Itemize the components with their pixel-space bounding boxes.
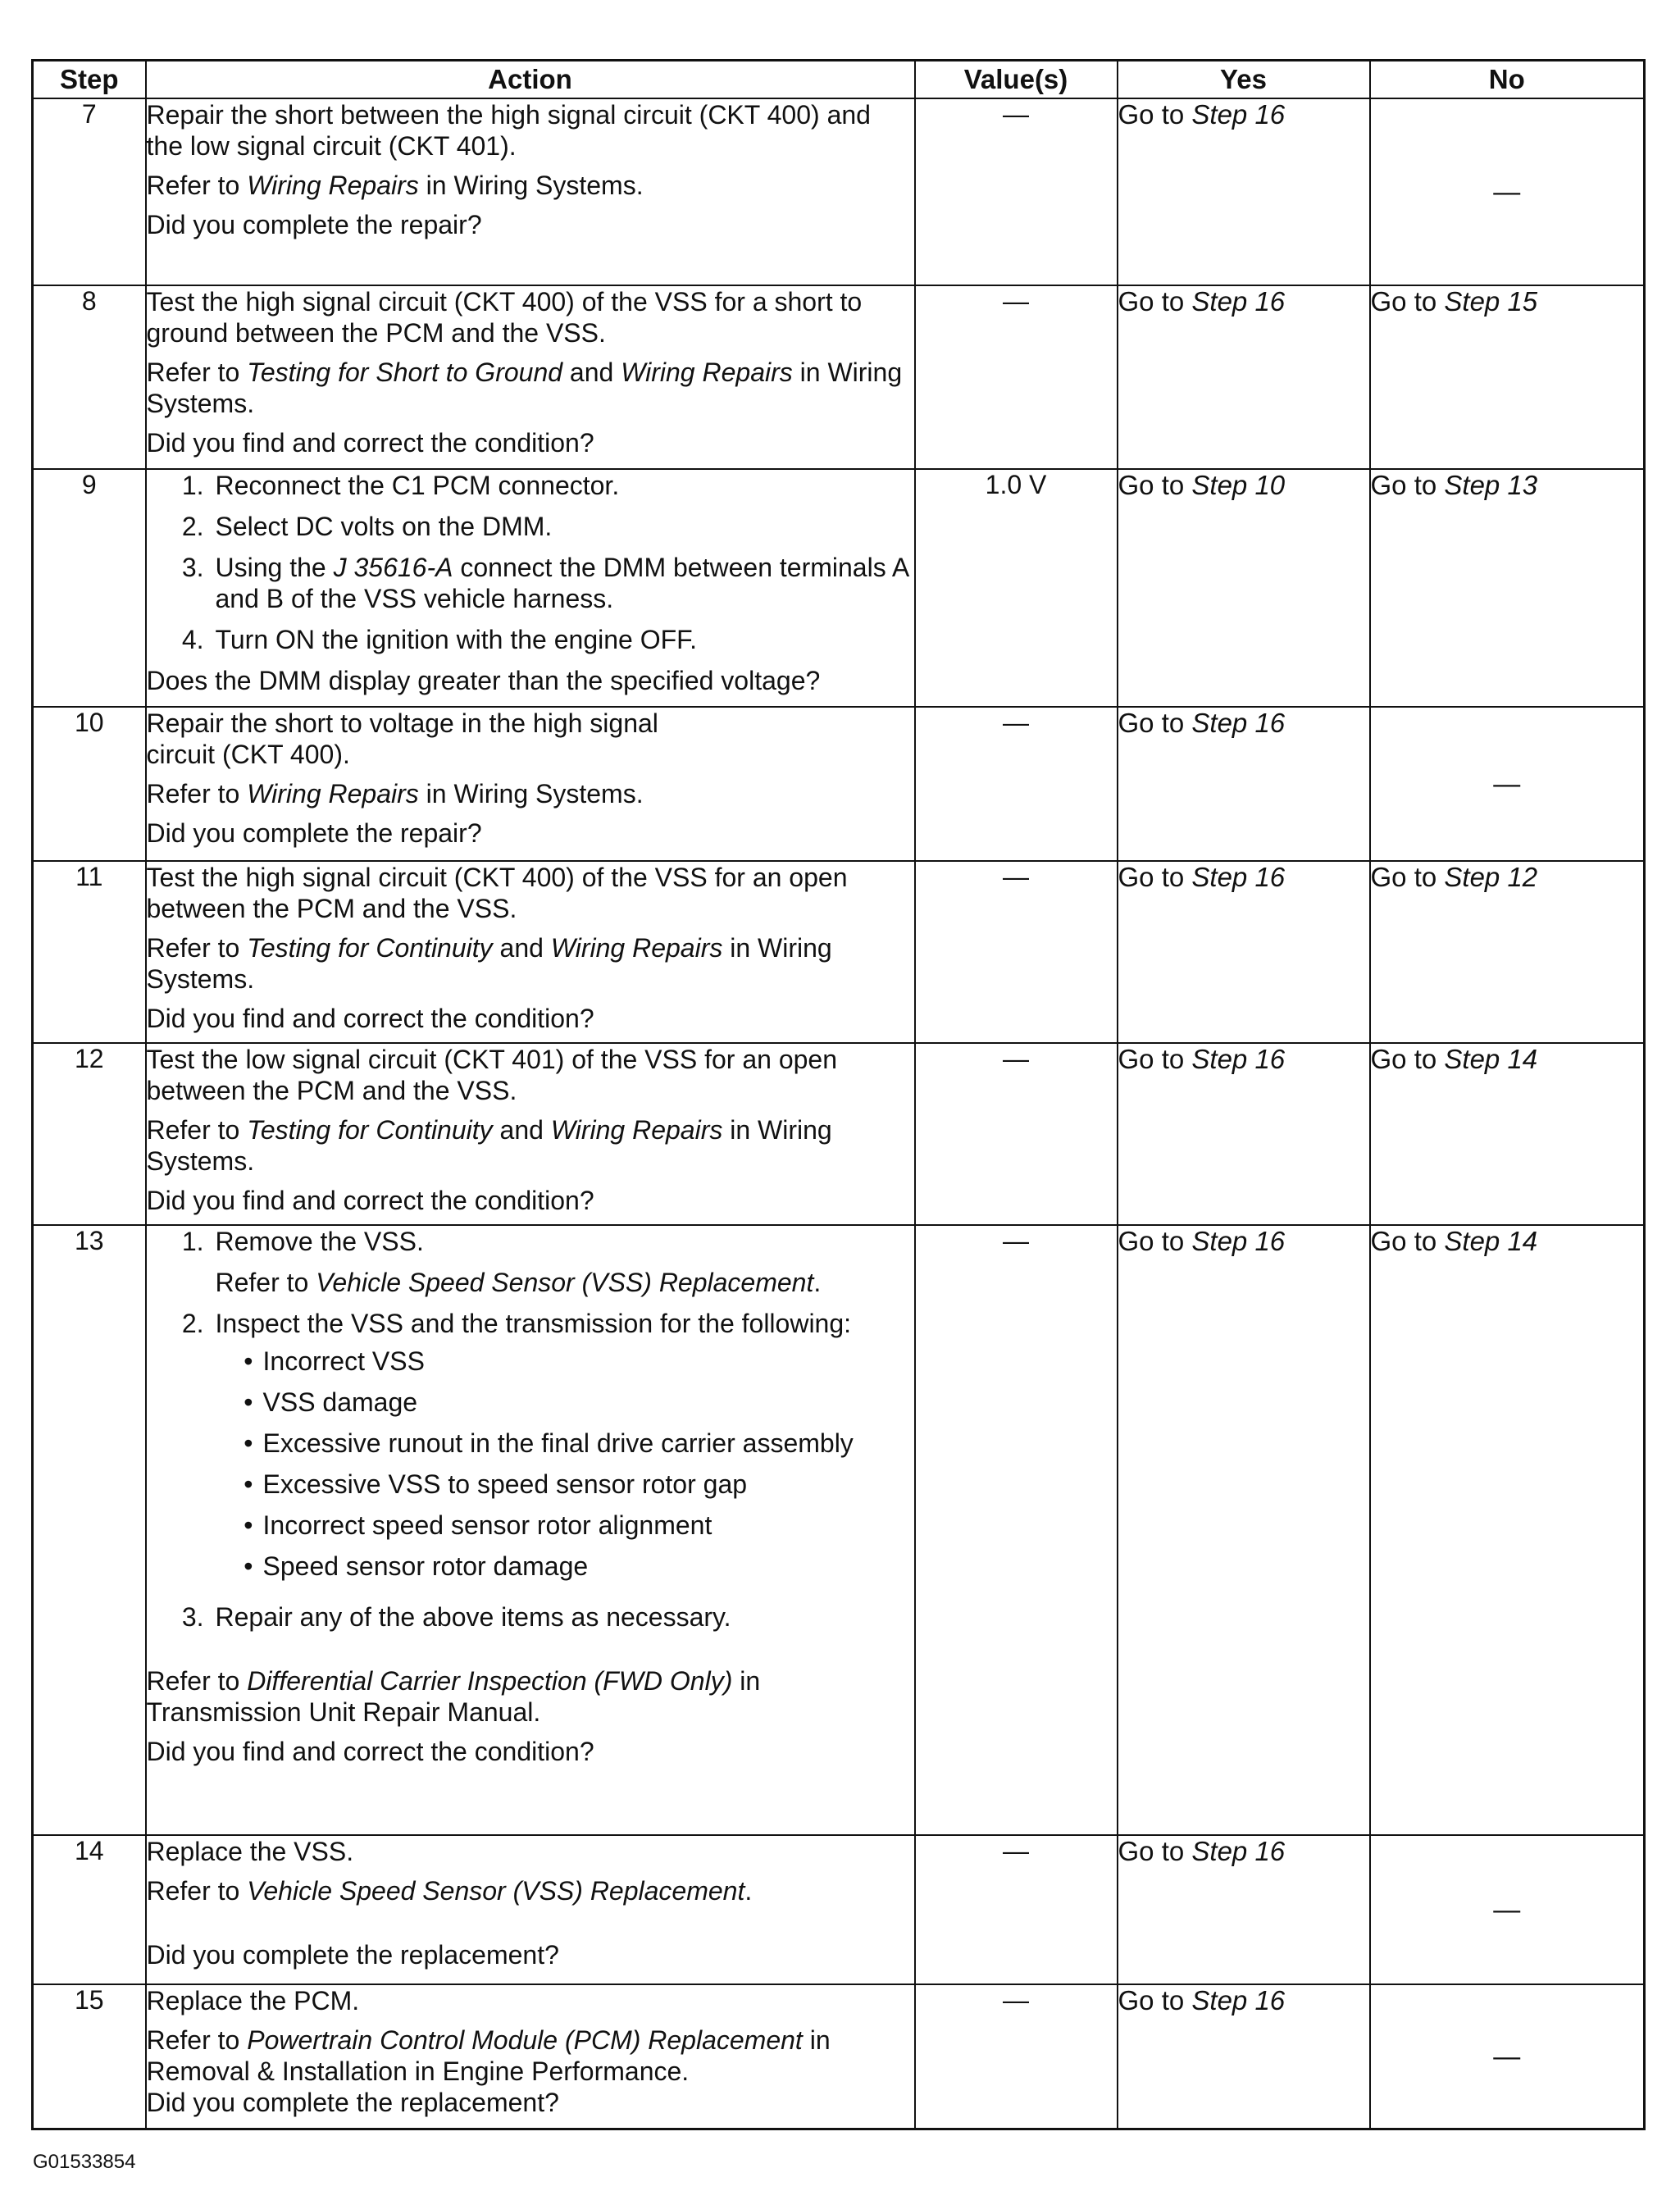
value-cell: 1.0 V [915, 469, 1118, 707]
value-cell: — [915, 1984, 1118, 2129]
action-cell [146, 1835, 915, 1984]
value-cell: — [915, 1835, 1118, 1984]
step-number: 13 [33, 1225, 146, 1835]
step-number: 7 [33, 98, 146, 285]
yes-cell: Go to Step 16 [1118, 285, 1370, 469]
figure-id: G01533854 [33, 2151, 136, 2173]
reference-text: Refer to Testing for Short to Ground and Wiring Repairs in Wiring Systems. [146, 358, 903, 418]
action-cell [146, 469, 915, 707]
table-row [33, 1984, 1645, 2129]
table-row [33, 707, 1645, 861]
action-text: Test the low signal circuit (CKT 401) of the VSS for an open between the PCM and the VSS. [146, 1045, 837, 1105]
question-text: Did you find and correct the condition? [146, 428, 594, 458]
question-text: Does the DMM display greater than the specified voltage? [146, 666, 821, 695]
bullet-item: • Excessive runout in the final drive carrier assembly [244, 1428, 854, 1458]
reference-text: Refer to Wiring Repairs in Wiring Systems. [146, 779, 644, 808]
value-cell: — [915, 98, 1118, 285]
no-cell: Go to Step 15 [1370, 285, 1645, 469]
no-cell: — [1370, 1984, 1645, 2129]
action-cell [146, 861, 915, 1043]
action-cell [146, 98, 915, 285]
action-text: Replace the VSS. [146, 1837, 354, 1866]
step-number: 11 [33, 861, 146, 1043]
question-text: Did you complete the replacement? [146, 2088, 559, 2117]
reference-text: Refer to Vehicle Speed Sensor (VSS) Replacement. [146, 1876, 753, 1906]
no-cell: — [1370, 98, 1645, 285]
header-no: No [1370, 61, 1645, 99]
list-item: 3. Using the J 35616-A connect the DMM between terminals A and B of the VSS vehicle harness. [181, 553, 908, 613]
yes-cell: Go to Step 16 [1118, 861, 1370, 1043]
action-text: Repair the short between the high signal circuit (CKT 400) and the low signal circuit (CKT 401). [146, 100, 871, 161]
question-text: Did you find and correct the condition? [146, 1186, 594, 1215]
no-cell: Go to Step 14 [1370, 1043, 1645, 1225]
diagnostic-table-page [31, 59, 1643, 2130]
list-item: 1. Reconnect the C1 PCM connector. [181, 471, 620, 500]
table-row [33, 1225, 1645, 1835]
action-text: Test the high signal circuit (CKT 400) of the VSS for an open between the PCM and the VSS. [146, 863, 848, 923]
list-item: 2. Select DC volts on the DMM. [181, 512, 553, 541]
question-text: Did you find and correct the condition? [146, 1737, 594, 1766]
question-text: Did you complete the repair? [146, 818, 482, 848]
no-cell: Go to Step 12 [1370, 861, 1645, 1043]
value-cell: — [915, 707, 1118, 861]
action-cell [146, 1043, 915, 1225]
yes-cell: Go to Step 16 [1118, 1984, 1370, 2129]
step-number: 8 [33, 285, 146, 469]
header-action: Action [146, 61, 915, 99]
numbered-steps [147, 470, 914, 655]
question-text: Did you complete the repair? [146, 210, 482, 239]
reference-text: Refer to Testing for Continuity and Wiring Repairs in Wiring Systems. [146, 1115, 832, 1176]
step-number: 10 [33, 707, 146, 861]
bullet-item: • Excessive VSS to speed sensor rotor gap [244, 1469, 748, 1499]
yes-cell: Go to Step 10 [1118, 469, 1370, 707]
yes-cell: Go to Step 16 [1118, 98, 1370, 285]
reference-text: Refer to Vehicle Speed Sensor (VSS) Replacement. [215, 1268, 822, 1297]
table-row [33, 1043, 1645, 1225]
step-number: 14 [33, 1835, 146, 1984]
value-cell: — [915, 1043, 1118, 1225]
yes-cell: Go to Step 16 [1118, 1043, 1370, 1225]
list-item: 3. Repair any of the above items as necessary. [181, 1602, 731, 1632]
reference-text: Refer to Wiring Repairs in Wiring Systems. [146, 171, 644, 200]
action-cell [146, 1225, 915, 1835]
table-row [33, 98, 1645, 285]
reference-text: Refer to Differential Carrier Inspection (FWD Only) in Transmission Unit Repair Manual. [146, 1666, 761, 1727]
question-text: Did you find and correct the condition? [146, 1004, 594, 1033]
yes-cell: Go to Step 16 [1118, 707, 1370, 861]
yes-cell: Go to Step 16 [1118, 1225, 1370, 1835]
table-row [33, 469, 1645, 707]
reference-text: Refer to Testing for Continuity and Wiring Repairs in Wiring Systems. [146, 933, 832, 994]
no-cell: — [1370, 707, 1645, 861]
numbered-steps [147, 1226, 914, 1633]
bullet-item: • VSS damage [244, 1387, 418, 1417]
action-cell [146, 1984, 915, 2129]
action-text: Repair the short to voltage in the high signal circuit (CKT 400). [146, 708, 658, 769]
list-item: 1. Remove the VSS. Refer to Vehicle Speed Sensor (VSS) Replacement. [147, 1226, 914, 1298]
table-header-row [33, 61, 1645, 99]
header-step: Step [33, 61, 146, 99]
no-cell: — [1370, 1835, 1645, 1984]
action-cell [146, 285, 915, 469]
bullet-item: • Speed sensor rotor damage [244, 1551, 589, 1581]
action-text: Replace the PCM. [146, 1986, 360, 2015]
value-cell: — [915, 1225, 1118, 1835]
bullet-list [216, 1346, 914, 1582]
question-text: Did you complete the replacement? [146, 1940, 559, 1970]
value-cell: — [915, 861, 1118, 1043]
diagnostic-table [31, 59, 1646, 2130]
table-row [33, 285, 1645, 469]
bullet-item: • Incorrect speed sensor rotor alignment [244, 1510, 713, 1540]
table-row [33, 1835, 1645, 1984]
header-values: Value(s) [915, 61, 1118, 99]
list-item: 4. Turn ON the ignition with the engine OFF. [181, 625, 698, 654]
yes-cell: Go to Step 16 [1118, 1835, 1370, 1984]
bullet-item: • Incorrect VSS [244, 1346, 425, 1376]
table-row [33, 861, 1645, 1043]
header-yes: Yes [1118, 61, 1370, 99]
no-cell: Go to Step 14 [1370, 1225, 1645, 1835]
no-cell: Go to Step 13 [1370, 469, 1645, 707]
action-text: Test the high signal circuit (CKT 400) of the VSS for a short to ground between the PCM and the VSS. [146, 287, 863, 348]
reference-text: Refer to Powertrain Control Module (PCM) Replacement in Removal & Installation in Engine Performance. [146, 2025, 831, 2086]
value-cell: — [915, 285, 1118, 469]
action-cell [146, 707, 915, 861]
step-number: 9 [33, 469, 146, 707]
step-number: 12 [33, 1043, 146, 1225]
step-number: 15 [33, 1984, 146, 2129]
list-item: 2. Inspect the VSS and the transmission for the following: • Incorrect VSS • VSS damage • Excessive runout in the final drive carrier assembly • Excessive VSS to speed sensor rotor gap • Incorrect speed sensor rotor alignment • Speed sensor rotor damage [147, 1308, 914, 1592]
